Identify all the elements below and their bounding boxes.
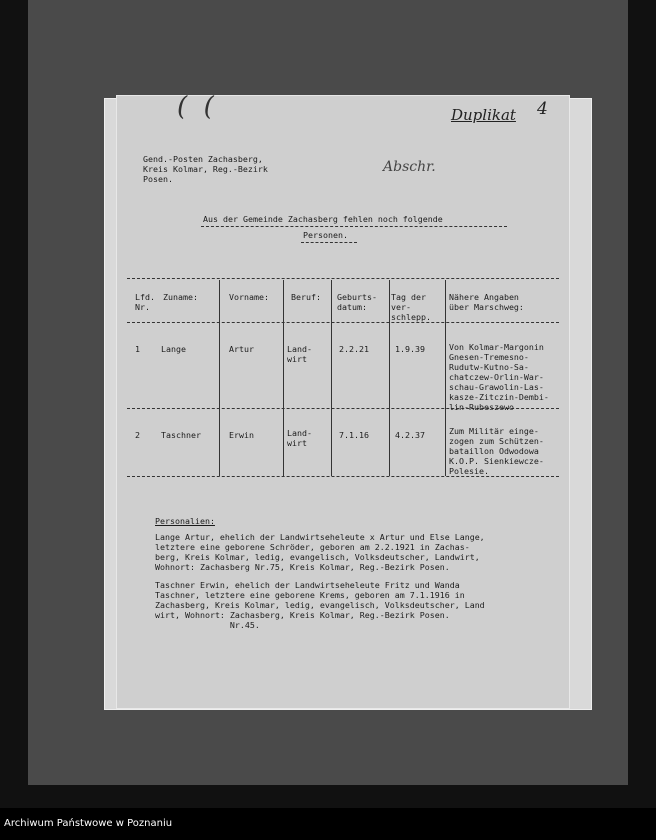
title-line-1: Aus der Gemeinde Zachasberg fehlen noch folgende	[203, 214, 443, 224]
col-divider	[389, 280, 390, 476]
col-divider	[331, 280, 332, 476]
col-divider	[283, 280, 284, 476]
document-page	[116, 92, 570, 709]
table-cell: Land- wirt	[287, 344, 312, 364]
abschrift-mark: Abschr.	[383, 159, 436, 175]
personalien-paragraph-taschner: Taschner Erwin, ehelich der Landwirtseheleute Fritz und Wanda Taschner, letztere eine geborene Krems, geboren am 7.1.1916 in Zachasberg, Kreis Kolmar, ledig, evangelisch, Volksdeutscher, Land wirt, Wohnort: Zachasberg, Kreis Kolmar, Reg.-Bezirk Posen. Nr.45.	[155, 580, 485, 630]
table-header-rule	[127, 322, 559, 323]
title-underline-1	[201, 226, 507, 227]
table-cell: 1	[135, 344, 140, 354]
col-divider	[445, 280, 446, 476]
handwritten-mark-left: ( (	[177, 92, 214, 122]
table-cell: 1.9.39	[395, 344, 425, 354]
col-header-marschweg: Nähere Angaben über Marschweg:	[449, 292, 524, 312]
table-cell: Taschner	[161, 430, 201, 440]
table-cell: Erwin	[229, 430, 254, 440]
table-cell: Lange	[161, 344, 186, 354]
archive-name: Archiwum Państwowe w Poznaniu	[4, 818, 173, 829]
personalien-heading: Personalien:	[155, 516, 215, 526]
col-divider	[219, 280, 220, 476]
table-cell: Artur	[229, 344, 254, 354]
page-number: 4	[537, 99, 548, 119]
title-underline-2	[301, 242, 357, 243]
personalien-paragraph-lange: Lange Artur, ehelich der Landwirtseheleute x Artur und Else Lange, letztere eine geborene Schröder, geboren am 2.2.1921 in Zachas- berg, Kreis Kolmar, ledig, evangelisch, Volksdeutscher, Landwirt, Wohnort: Zachasberg Nr.75, Kreis Kolmar, Reg.-Bezirk Posen.	[155, 532, 485, 572]
col-header-geburtsdatum: Geburts- datum:	[337, 292, 377, 312]
col-header-vorname: Vorname:	[229, 292, 269, 302]
col-header-verschleppt: Tag der ver- schlepp.	[391, 292, 431, 322]
col-header-zuname: Zuname:	[163, 292, 198, 302]
header-line-1: Gend.-Posten Zachasberg,	[143, 154, 263, 164]
table-cell: Von Kolmar-Margonin Gnesen-Tremesno- Rudutw-Kutno-Sa- chatczew-Orlin-War- schau-Grawolin-Las- kasze-Zitczin-Dembi- lin-Rubeszewo	[449, 342, 549, 412]
table-cell: 7.1.16	[339, 430, 369, 440]
header-line-2: Kreis Kolmar, Reg.-Bezirk	[143, 164, 268, 174]
col-header-nr: Lfd. Nr.	[135, 292, 155, 312]
col-header-beruf: Beruf:	[291, 292, 321, 302]
header-line-3: Posen.	[143, 174, 173, 184]
table-cell: 2.2.21	[339, 344, 369, 354]
table-cell: Zum Militär einge- zogen zum Schützen- bataillon Odwodowa K.O.P. Sienkiewcze- Polesie.	[449, 426, 544, 476]
table-cell: Land- wirt	[287, 428, 312, 448]
table-bottom-rule	[127, 476, 559, 477]
table-cell: 2	[135, 430, 140, 440]
table-top-rule	[127, 278, 559, 279]
table-cell: 4.2.37	[395, 430, 425, 440]
duplikat-stamp: Duplikat	[451, 106, 516, 124]
title-line-2: Personen.	[303, 230, 348, 240]
